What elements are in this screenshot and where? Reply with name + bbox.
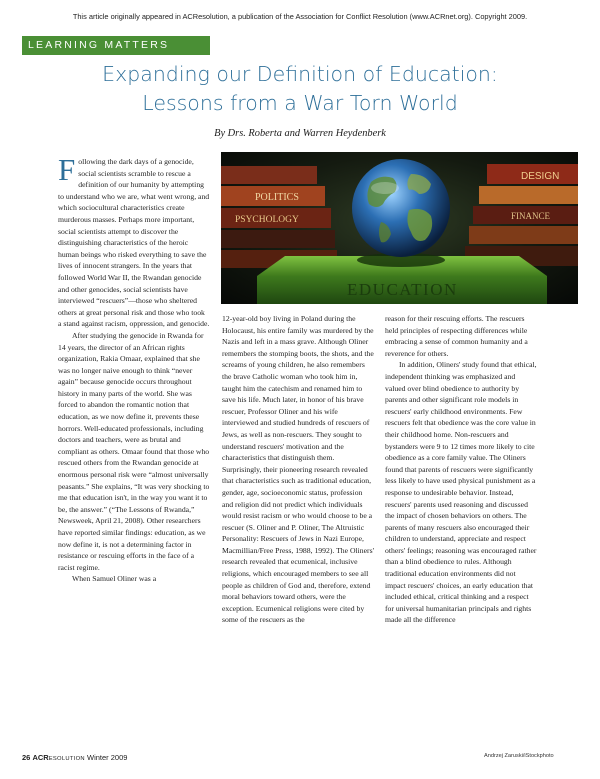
page-footer bbox=[22, 753, 127, 762]
section-banner: LEARNING MATTERS bbox=[22, 36, 210, 55]
paragraph bbox=[58, 152, 210, 330]
byline: By Drs. Roberta and Warren Heydenberk bbox=[214, 128, 386, 139]
publication-brand-rest: ESOLUTION bbox=[48, 756, 85, 762]
globe-icon bbox=[352, 159, 450, 257]
photo-credit: Andrzej Zaruski/iStockphoto bbox=[484, 753, 554, 759]
paragraph: reason for their rescuing efforts. The rescuers held principles of respecting differences while embracing a sense of common humanity and a reverence for others. bbox=[385, 314, 528, 358]
book-label-psychology: PSYCHOLOGY bbox=[235, 215, 299, 225]
column-3 bbox=[385, 313, 537, 626]
title-line-2: Lessons from a War Torn World bbox=[142, 91, 458, 115]
article-photo bbox=[221, 152, 578, 304]
books-globe-illustration bbox=[221, 152, 578, 304]
publication-brand: ACR bbox=[32, 753, 49, 762]
page-number: 26 bbox=[22, 753, 31, 762]
drop-cap: F bbox=[58, 152, 76, 187]
paragraph: In addition, Oliners' study found that ethical, independent thinking was emphasized and valued over blind obedience to authority by parents and other significant role models in rescuers' early childhood environments. Few rescuers felt that obedience was the core value in their childhood home. Non-rescuers and bystanders were 9 to 12 times more likely to cite obedience as a core family value. The Oliners found that parents of rescuers were significantly less likely to have used physical punishment as a response to undesirable behavior. Instead, rescuers' parents used reasoning and discussed the impact of chosen behaviors on others. The parents of many rescuers also encouraged their children to understand, appreciate and respect others' feelings; reasoning was encouraged rather than a blind obedience to rules. Although traditional education environments did not impact rescuers' choices, an early education that included ethical, critical thinking and a respect for universal humanitarian principals and rights made all the difference bbox=[385, 360, 537, 625]
paragraph: When Samuel Oliner was a bbox=[72, 574, 157, 584]
paragraph: After studying the genocide in Rwanda for 14 years, the director of an African rights organization, Rakia Omaar, explained that she was no longer naive enough to think “never again” because genocide occurs throughout history in many parts of the world. She was forced to abandon the romantic notion that education, as we now define it, prevents these horrors. Well-educated professionals, including doctors and teachers, were as brutal and compliant as others. Omaar found that those who rescued others from the Rwandan genocide at enormous personal risk were “almost universally peasants.” She explains, “It was very shocking to me that education isn't, in the way you want it to be, the answer.” (“The Lessons of Rwanda,” Newsweek, April 21, 2008). Other researchers have reported similar findings: education, as we now define it, is not a determining factor in resistance or rescuing efforts in the face of a racist regime. bbox=[58, 330, 210, 572]
book-spine bbox=[221, 230, 335, 248]
paragraph: 12-year-old boy living in Poland during the Holocaust, his entire family was murdered by the Nazis and left in a mass grave. Although Oliner remembers the stomping boots, the shots, and the screams of young children, he also remembers the brave Catholic woman who took him in, taught him the catechism and renamed him to save his life. Much later, in honor of his brave rescuer, Professor Oliner and his wife interviewed and studied hundreds of rescuers of Jews, as well as non-rescuers. They sought to understand rescuers' motivation and the characteristics that distinguish them. Surprisingly, their pioneering research revealed that characteristics such as traditional education, gender, age, socioeconomic status, profession and religion did not predict which individuals would resist racism or who would choose to be a rescuer (S. Oliner and P. Oliner, The Altruistic Personality: Rescuers of Jews in Nazi Europe, Macmillian/Free Press, 1988, 1992). The Oliners' research revealed that ecumenical, inclusive religions, which encouraged members to see all people as children of God and, therefore, extend moral behaviors toward others, were the exception. Ecumenical religions were cited by some of the rescuers as the bbox=[222, 314, 374, 625]
article-title bbox=[0, 60, 600, 118]
issue-date: Winter 2009 bbox=[86, 753, 128, 762]
book-label-education: EDUCATION bbox=[347, 280, 458, 299]
book-label-design: DESIGN bbox=[521, 171, 560, 182]
book-label-finance: FINANCE bbox=[511, 211, 551, 221]
copyright-notice: This article originally appeared in ACResolution, a publication of the Association for Conflict Resolution (www.ACRnet.org). Copyright 2009. bbox=[72, 12, 528, 21]
column-1 bbox=[58, 152, 210, 585]
book-spine bbox=[221, 166, 317, 184]
column-2 bbox=[222, 313, 374, 626]
book-spine bbox=[479, 186, 578, 204]
book-label-politics: POLITICS bbox=[255, 192, 299, 203]
paragraph-text: ollowing the dark days of a genocide, social scientists scramble to rescue a definition of our humanity by attempting to understand who we are, what went wrong, and which sociocultural characteristics create murderous masses. Perhaps more important, social scientists attempt to discover the distinguishing characteristics of the heroic human beings who risked everything to save the lives of innocent strangers. In the years that followed World War II, the Rwandan genocide and other genocides, social scientists have interviewed “rescuers”—those who sheltered others at great personal risk and those who took a stand against racism, oppression, and genocide. bbox=[58, 157, 210, 329]
book-spine bbox=[469, 226, 578, 244]
title-line-1: Expanding our Definition of Education: bbox=[102, 62, 498, 86]
